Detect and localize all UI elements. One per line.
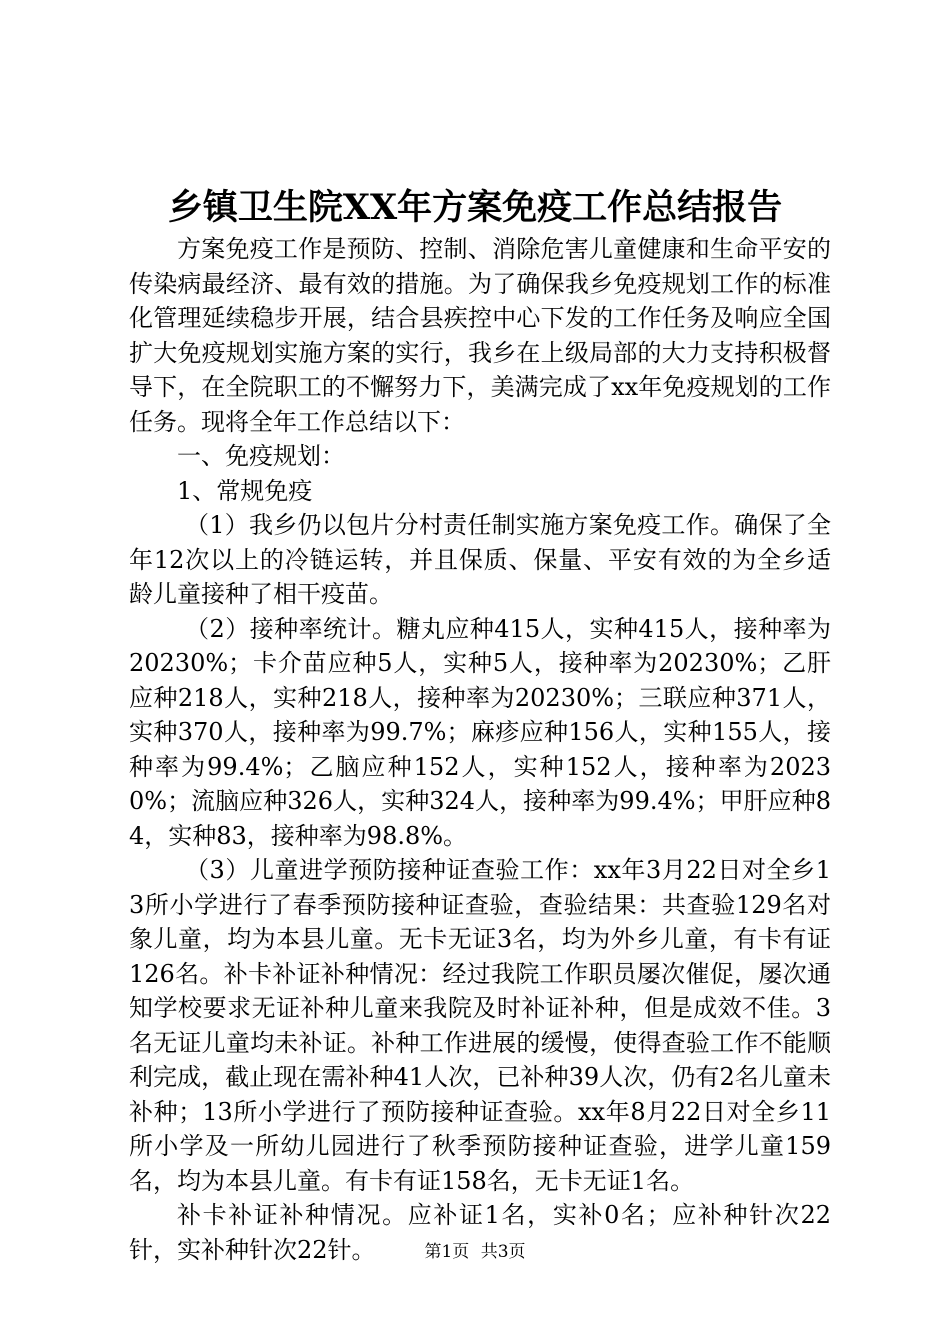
section-heading-immunization-plan: 一、免疫规划： [177,442,345,470]
intro-paragraph: 方案免疫工作是预防、控制、消除危害儿童健康和生命平安的传染病最经济、最有效的措施。为了确保我乡免疫规划工作的标准化管理延续稳步开展，结合县疾控中心下发的工作任务及响应全国扩大免疫规划实施方案的实行，我乡在上级局部的大力支持积极督导下，在全院职工的不懈努力下，美满完成了xx年免疫规划的工作任务。现将全年工作总结以下： [129,235,831,436]
page-number: 第1页 [424,1242,470,1262]
document-body [129,232,831,1267]
document-title: 乡镇卫生院XX年方案免疫工作总结报告 [167,187,783,228]
page-footer [0,1240,950,1264]
page-total: 共3页 [480,1242,526,1262]
supplement-paragraph: 补卡补证补种情况。应补证1名，实补0名；应补种针次22针，实补种针次22针。 [129,1201,831,1264]
subsection-heading-routine-immunization: 1、常规免疫 [177,476,313,505]
item-paragraph-2: （2）接种率统计。糖丸应种415人，实种415人，接种率为20230%；卡介苗应种5人，实种5人，接种率为20230%；乙肝应种218人，实种218人，接种率为20230%；三联应种371人，实种370人，接种率为99.7%；麻疹应种156人，实种155人，接种率为99.4%；乙脑应种152人，实种152人，接种率为20230%；流脑应种326人，实种324人，接种率为99.4%；甲肝应种84，实种83，接种率为98.8%。 [129,614,831,850]
item-paragraph-1: （1）我乡仍以包片分村责任制实施方案免疫工作。确保了全年12次以上的冷链运转，并且保质、保量、平安有效的为全乡适龄儿童接种了相干疫苗。 [129,511,831,608]
item-paragraph-3: （3）儿童进学预防接种证查验工作：xx年3月22日对全乡13所小学进行了春季预防接种证查验，查验结果：共查验129名对象儿童，均为本县儿童。无卡无证3名，均为外乡儿童，有卡有证126名。补卡补证补种情况：经过我院工作职员屡次催促，屡次通知学校要求无证补种儿童来我院及时补证补种，但是成效不佳。3名无证儿童均未补证。补种工作进展的缓慢，使得查验工作不能顺利完成，截止现在需补种41人次，已补种39人次，仍有2名儿童未补种；13所小学进行了预防接种证查验。xx年8月22日对全乡11所小学及一所幼儿园进行了秋季预防接种证查验，进学儿童159名，均为本县儿童。有卡有证158名，无卡无证1名。 [129,856,831,1195]
